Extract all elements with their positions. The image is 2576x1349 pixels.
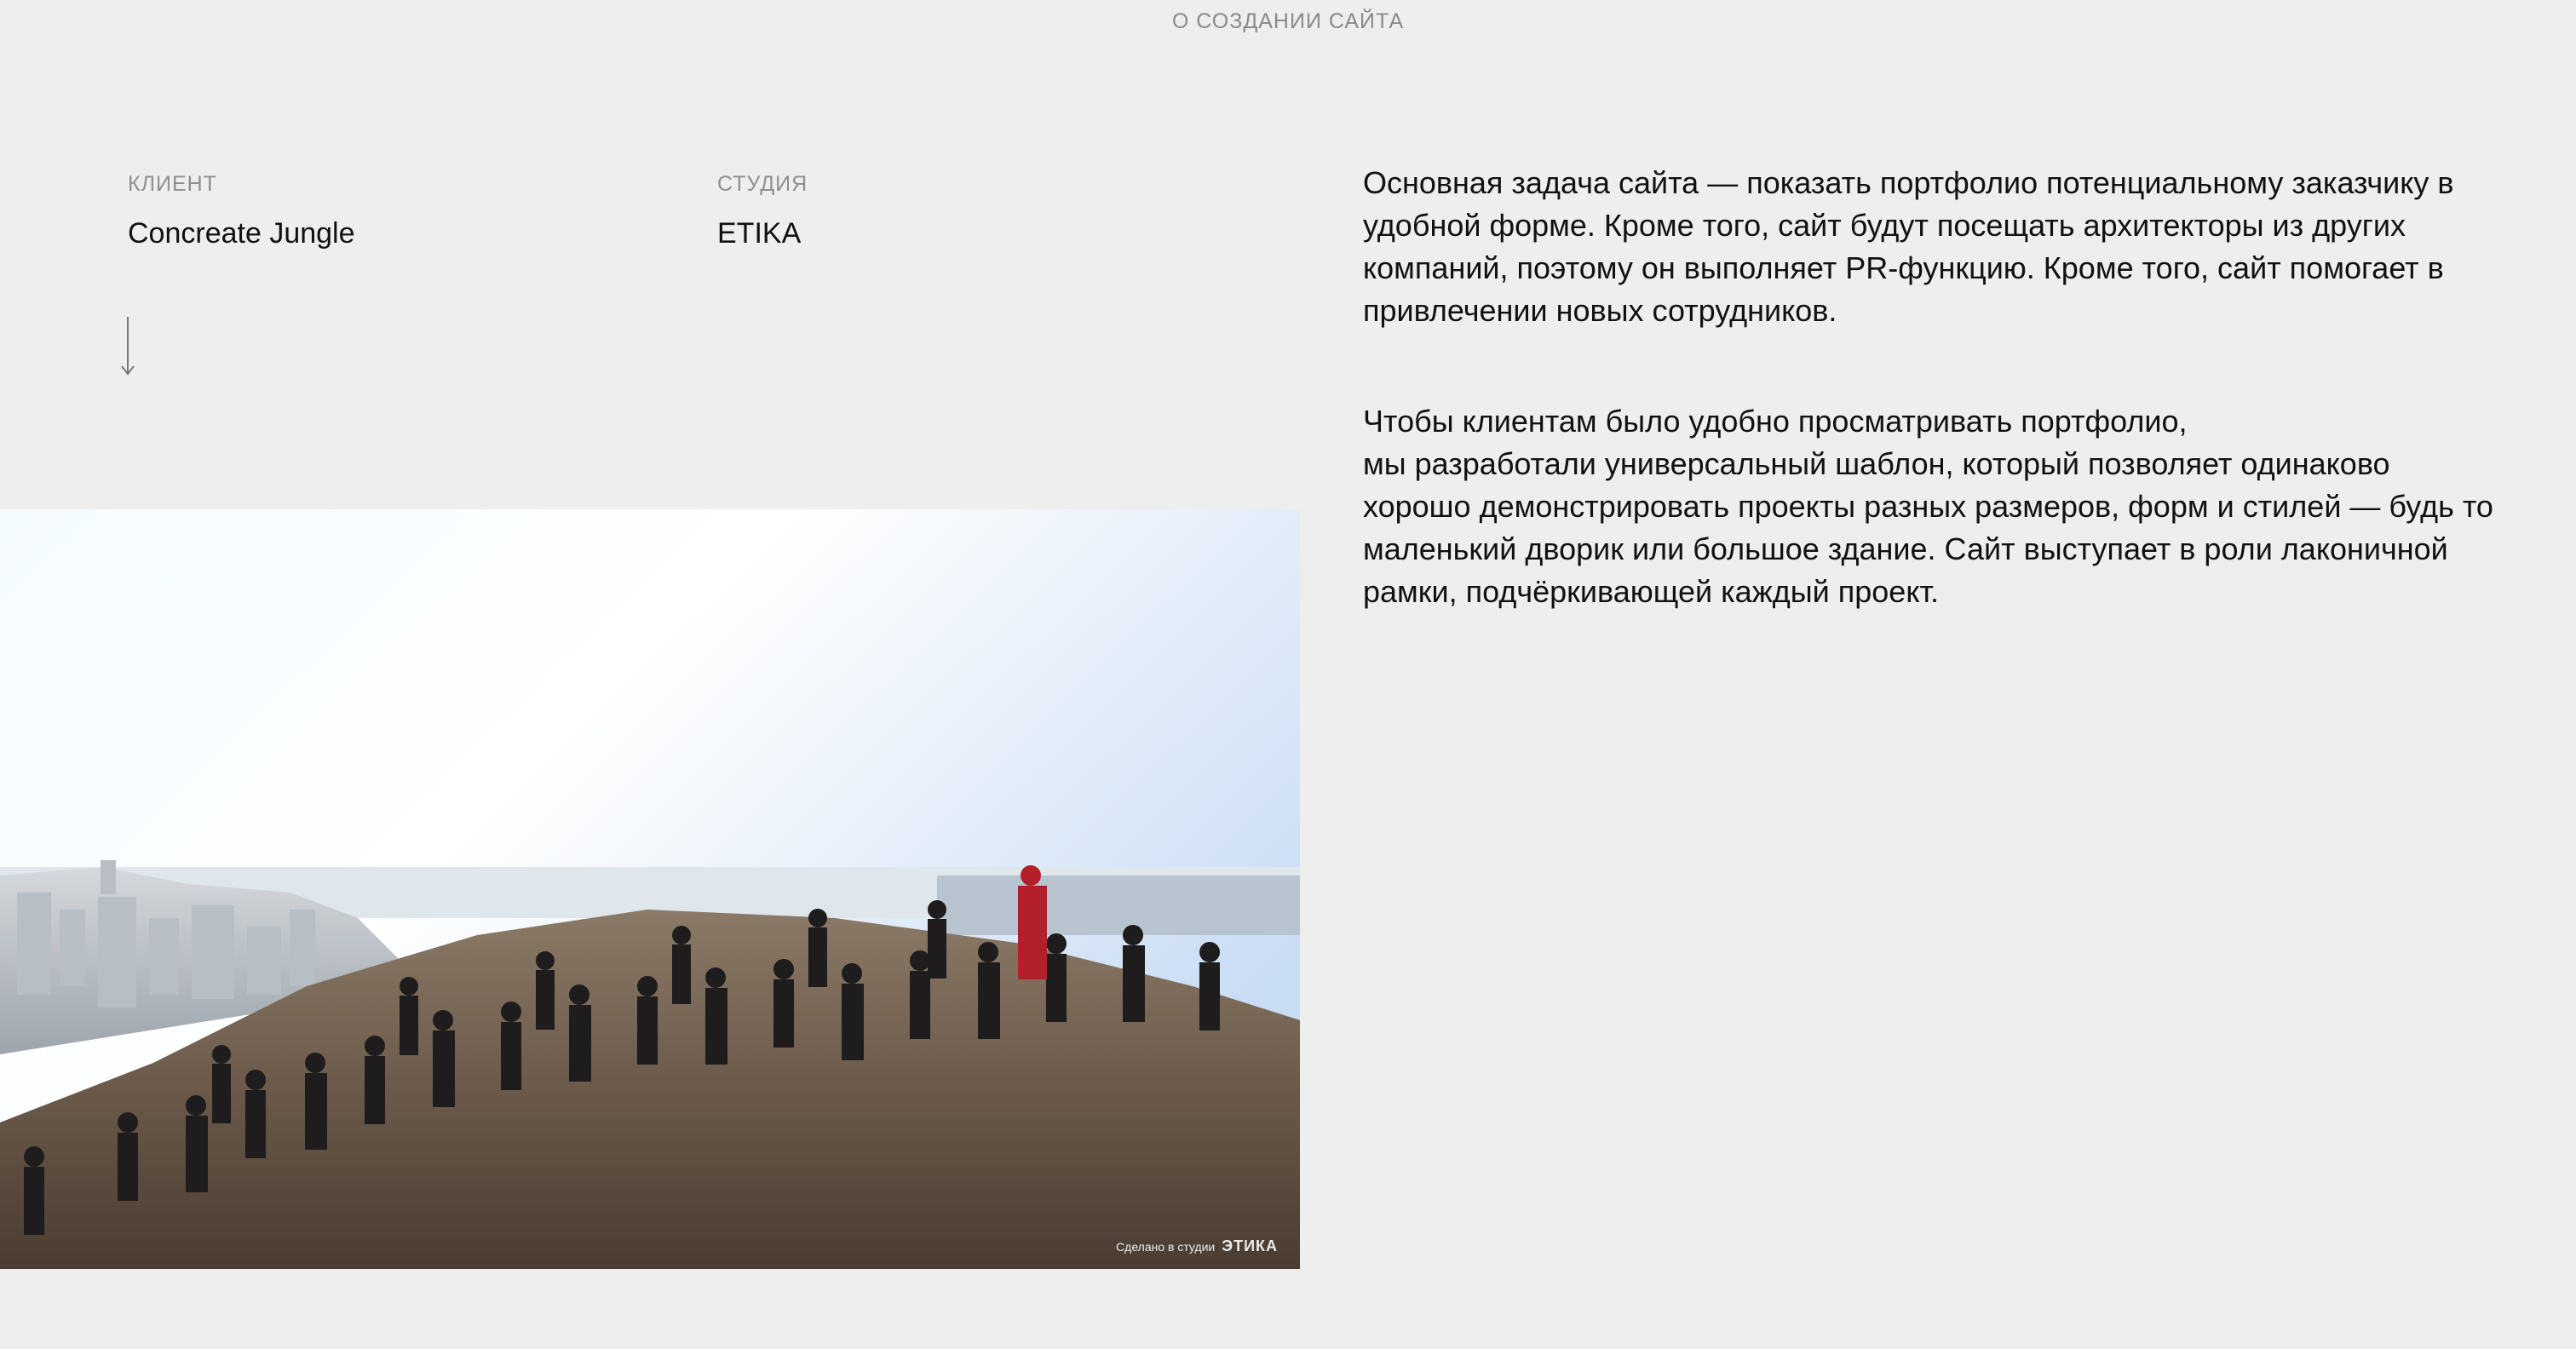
studio-value: ETIKA	[717, 217, 802, 250]
description-paragraph-2: Чтобы клиентам было удобно просматривать портфолио, мы разработали универсальный шаблон, который позволяет одинаково хорошо демонстрировать проекты разных размеров, форм и стилей — будь то маленький дворик или большое здание. Сайт выступает в роли лаконичной рамки, подчёркивающей каждый проект.	[1363, 404, 2493, 609]
project-description	[1363, 162, 2496, 681]
description-paragraph-1: Основная задача сайта — показать портфолио потенциальному заказчику в удобной форме. Кроме того, сайт будут посещать архитекторы из других компаний, поэтому он выполняет PR-функцию. Кроме того, сайт помогает в привлечении новых сотрудников.	[1363, 165, 2454, 328]
team-photo	[0, 509, 1300, 1269]
client-block	[128, 169, 355, 252]
watermark-prefix: Сделано в студии	[1116, 1240, 1216, 1254]
client-value: Concreate Jungle	[128, 217, 355, 250]
studio-label: СТУДИЯ	[717, 172, 808, 196]
studio-watermark	[1116, 1237, 1278, 1255]
section-title: О СОЗДАНИИ САЙТА	[1171, 9, 1405, 33]
arrow-down-icon[interactable]	[118, 317, 138, 376]
watermark-brand: ЭТИКА	[1222, 1237, 1278, 1254]
client-label: КЛИЕНТ	[128, 172, 217, 196]
team-photo-illustration	[0, 509, 1300, 1269]
studio-block	[717, 169, 808, 252]
